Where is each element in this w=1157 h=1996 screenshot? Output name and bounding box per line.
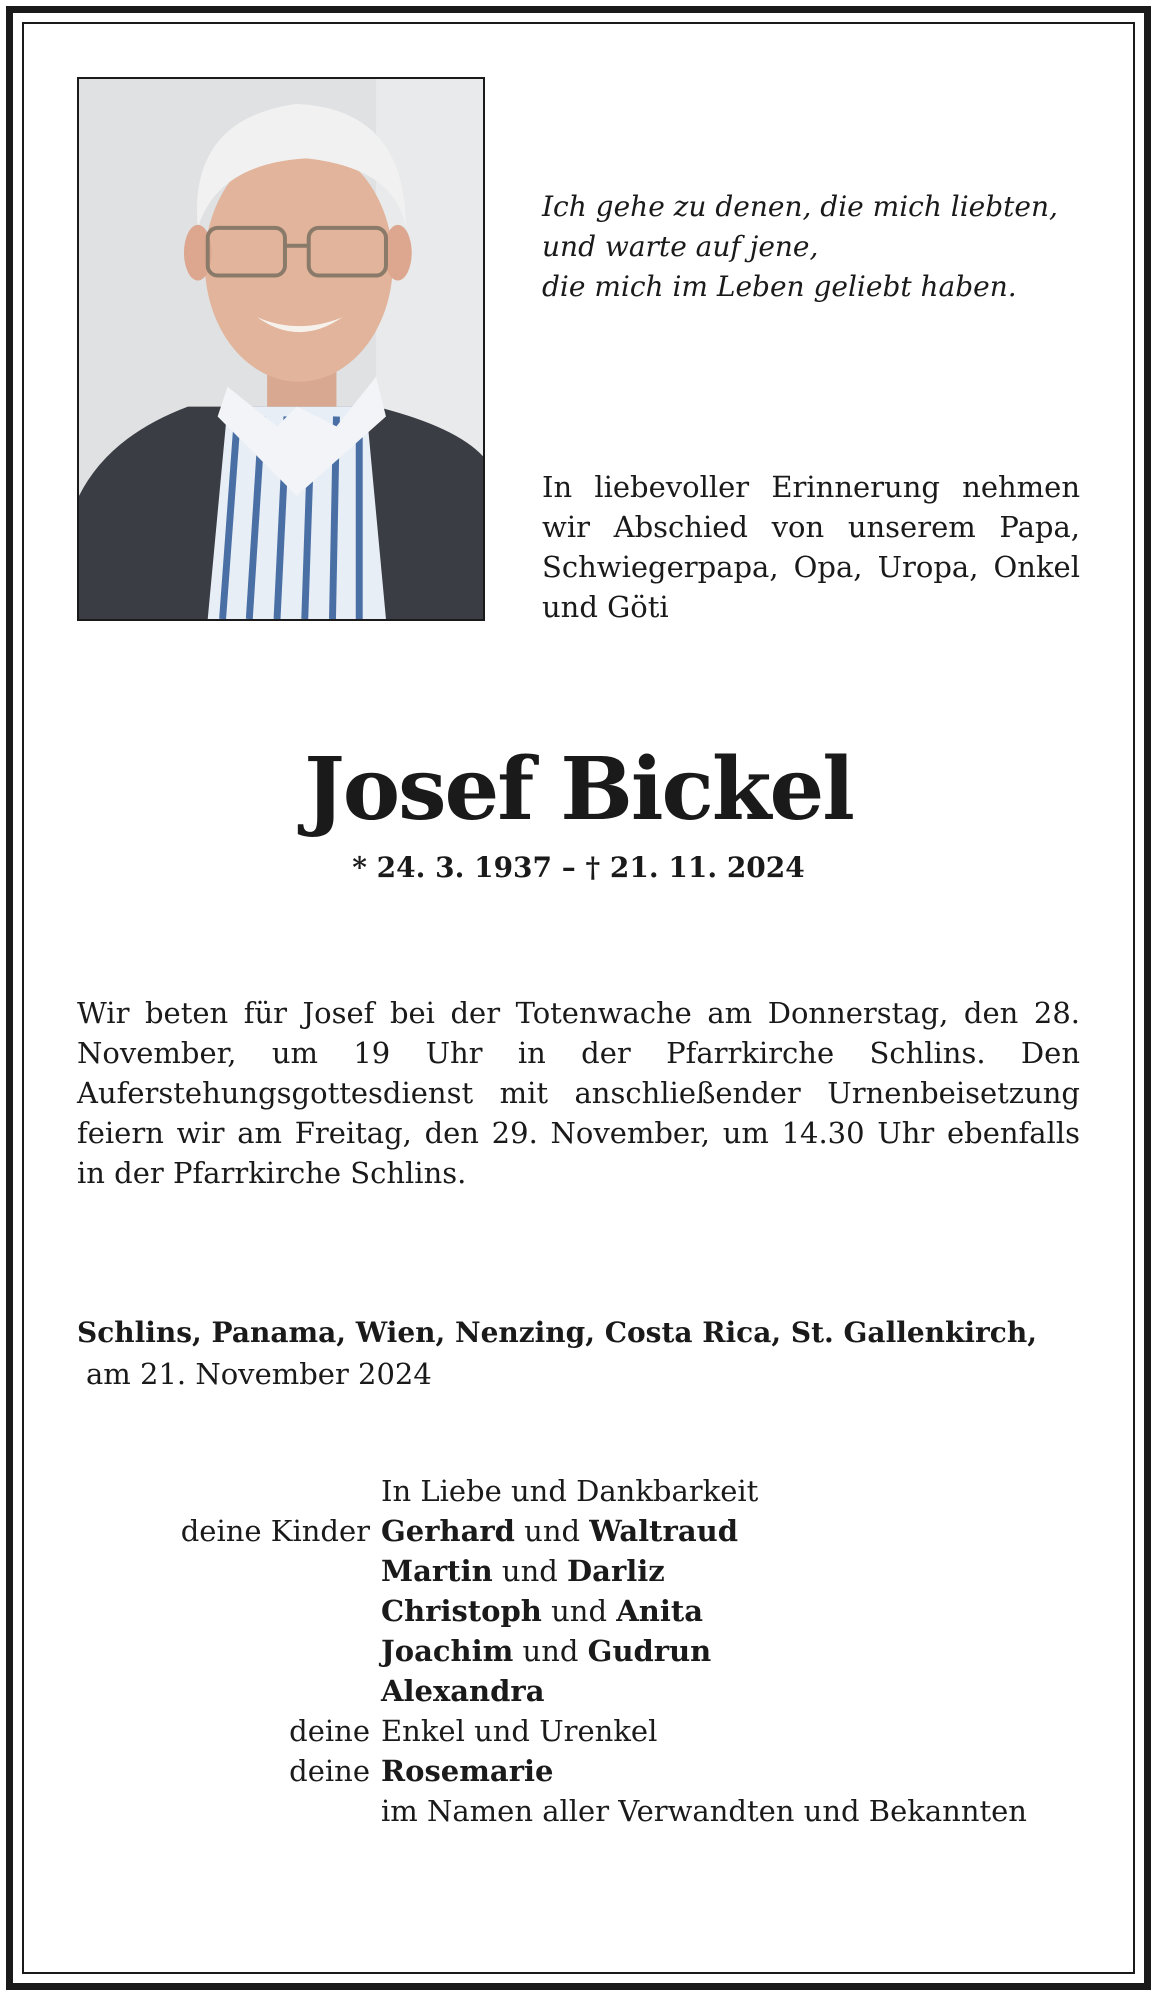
family-name: Darliz <box>567 1554 665 1588</box>
portrait-photo <box>77 77 485 621</box>
deceased-name: Josef Bickel <box>304 739 853 840</box>
conjunction: und <box>522 1634 579 1668</box>
motto-quote <box>542 187 1102 307</box>
service-details: Wir beten für Josef bei der Totenwache am Donnerstag, den 28. November, um 19 Uhr in der Pfarrkirche Schlins. Den Auferstehungsgottesdienst mit anschließender Urnenbeisetzung feiern wir am Freitag, den 29. November, um 14.30 Uhr ebenfalls in der Pfarrkirche Schlins. <box>77 996 1080 1190</box>
signature-block <box>0 1471 1157 1831</box>
family-name: Anita <box>616 1594 704 1628</box>
intro-text: In liebevoller Erinnerung nehmen wir Abschied von unserem Papa, Schwiegerpapa, Opa, Uropa, Onkel und Göti <box>542 470 1080 624</box>
family-name: Alexandra <box>381 1674 545 1708</box>
motto-line: Ich gehe zu denen, die mich liebten, <box>542 190 1058 223</box>
family-name: Waltraud <box>589 1514 738 1548</box>
closing-text: In Liebe und Dankbarkeit <box>381 1474 759 1508</box>
couple-line <box>381 1551 665 1591</box>
partner-name: Rosemarie <box>381 1754 554 1788</box>
grandchildren-text: Enkel und Urenkel <box>381 1714 658 1748</box>
conjunction: und <box>501 1554 558 1588</box>
relatives-line: im Namen aller Verwandten und Bekannten <box>381 1794 1027 1828</box>
couple-line <box>381 1631 711 1671</box>
couple-line <box>381 1511 738 1551</box>
family-name: Gerhard <box>381 1514 515 1548</box>
children-label: deine Kinder <box>180 1514 370 1548</box>
conjunction: und <box>551 1594 608 1628</box>
family-name: Joachim <box>381 1634 514 1668</box>
motto-line: die mich im Leben geliebt haben. <box>542 270 1017 303</box>
places-line: Schlins, Panama, Wien, Nenzing, Costa Rica, St. Gallenkirch, <box>77 1316 1037 1349</box>
couple-line <box>381 1591 703 1631</box>
motto-line: und warte auf jene, <box>542 230 819 263</box>
family-name: Gudrun <box>587 1634 712 1668</box>
conjunction: und <box>524 1514 581 1548</box>
life-dates: * 24. 3. 1937 – † 21. 11. 2024 <box>352 851 805 884</box>
portrait-illustration <box>79 79 483 619</box>
partner-label: deine <box>289 1754 370 1788</box>
family-name: Christoph <box>381 1594 542 1628</box>
family-name: Martin <box>381 1554 493 1588</box>
grand-label: deine <box>289 1714 370 1748</box>
place-date: am 21. November 2024 <box>86 1357 432 1391</box>
